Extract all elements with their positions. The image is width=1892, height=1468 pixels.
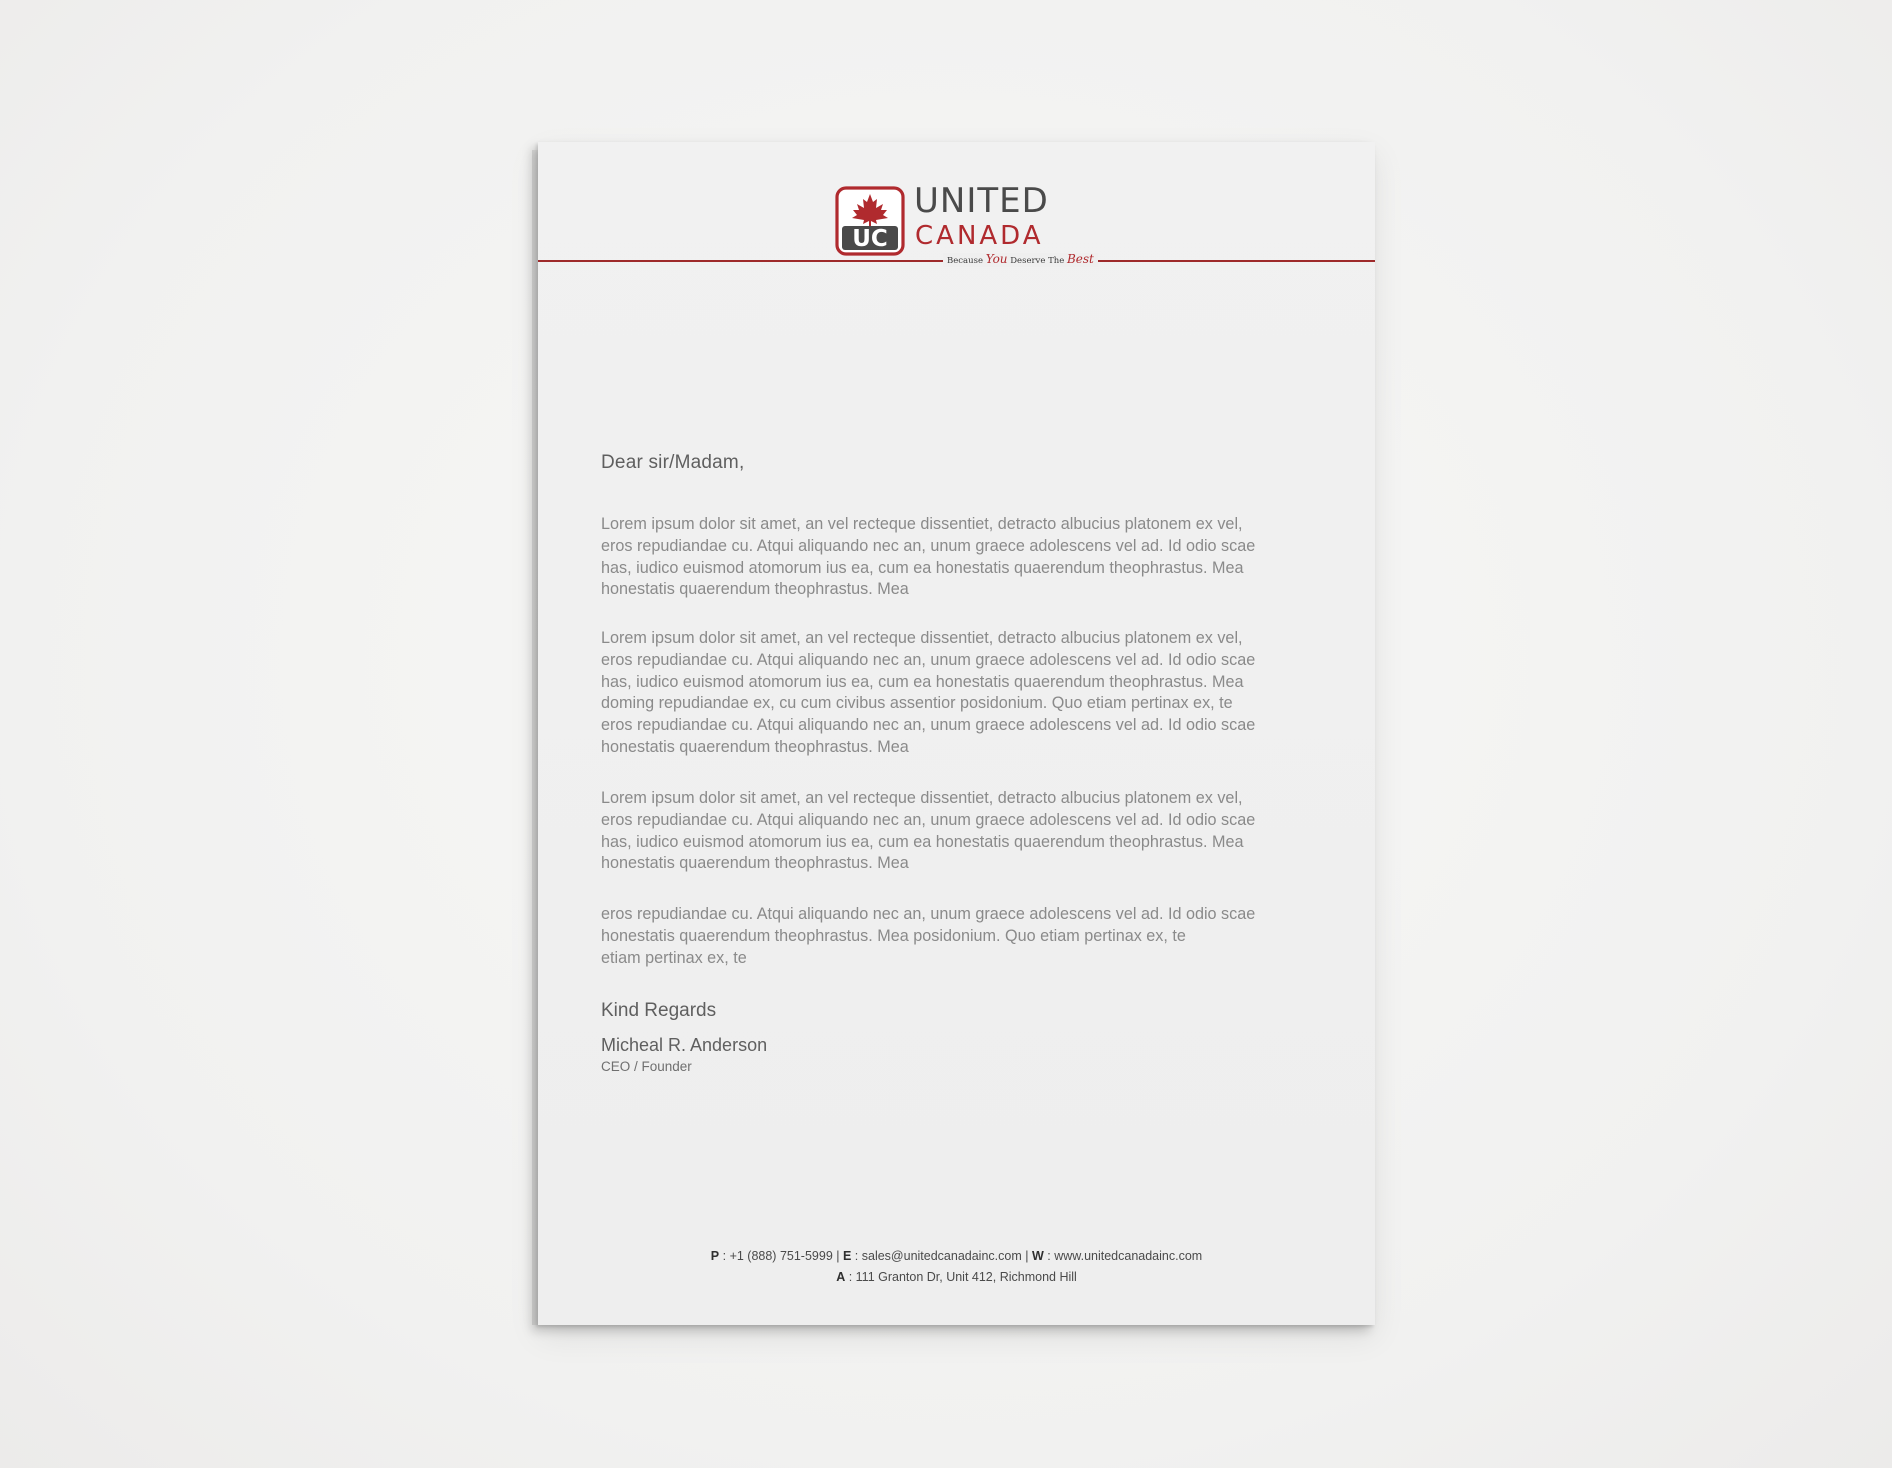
salutation: Dear sir/Madam, bbox=[601, 452, 745, 473]
address-label: A bbox=[836, 1270, 846, 1284]
address-value: 111 Granton Dr, Unit 412, Richmond Hill bbox=[855, 1270, 1077, 1284]
email-label: E bbox=[842, 1249, 852, 1263]
signer-title: CEO / Founder bbox=[601, 1059, 692, 1074]
tagline-you: You bbox=[985, 252, 1008, 266]
tagline-best: Best bbox=[1066, 252, 1094, 266]
web-label: W bbox=[1031, 1249, 1044, 1263]
phone-value: +1 (888) 751-5999 bbox=[729, 1249, 833, 1263]
footer-contact-line: P : +1 (888) 751-5999 | E : sales@unitedcanadainc.com | W : www.unitedcanadainc.com bbox=[710, 1249, 1203, 1263]
svg-text:UC: UC bbox=[852, 226, 888, 252]
body-paragraph-3: Lorem ipsum dolor sit amet, an vel recteque dissentiet, detracto albucius platonem ex vel, eros repudiandae cu. Atqui aliquando nec an, unum graece adolescens vel ad. Id odio scae has, iudico euismod atomorum ius ea, cum ea honestatis quaerendum theophrastus. Mea honestatis quaerendum theophrastus. Mea bbox=[601, 789, 1256, 873]
letterhead-sheet bbox=[538, 142, 1375, 1325]
maple-leaf-logo-icon bbox=[835, 186, 905, 256]
body-paragraph-1: Lorem ipsum dolor sit amet, an vel recteque dissentiet, detracto albucius platonem ex vel, eros repudiandae cu. Atqui aliquando nec an, unum graece adolescens vel ad. Id odio scae has, iudico euismod atomorum ius ea, cum ea honestatis quaerendum theophrastus. Mea honestatis quaerendum theophrastus. Mea bbox=[601, 515, 1256, 599]
logo-tagline bbox=[943, 253, 1098, 267]
company-logo bbox=[835, 181, 1094, 276]
web-value: www.unitedcanadainc.com bbox=[1054, 1249, 1203, 1263]
logo-name-line2: CANADA bbox=[915, 221, 1044, 251]
email-value: sales@unitedcanadainc.com bbox=[861, 1249, 1022, 1263]
footer-address-line: A : 111 Granton Dr, Unit 412, Richmond Hill bbox=[836, 1270, 1077, 1284]
closing: Kind Regards bbox=[601, 1000, 717, 1021]
body-paragraph-2: Lorem ipsum dolor sit amet, an vel recteque dissentiet, detracto albucius platonem ex vel, eros repudiandae cu. Atqui aliquando nec an, unum graece adolescens vel ad. Id odio scae has, iudico euismod atomorum ius ea, cum ea honestatis quaerendum theophrastus. Mea doming repudiandae ex, cu cum civibus assentior posidonium. Quo etiam pertinax ex, te eros repudiandae cu. Atqui aliquando nec an, unum graece adolescens vel ad. Id odio scae honestatis quaerendum theophrastus. Mea bbox=[601, 629, 1256, 756]
logo-name-line1: UNITED bbox=[914, 181, 1049, 221]
body-paragraph-4: eros repudiandae cu. Atqui aliquando nec an, unum graece adolescens vel ad. Id odio scae honestatis quaerendum theophrastus. Mea posidonium. Quo etiam pertinax ex, te etiam pertinax ex, te bbox=[601, 905, 1256, 967]
phone-label: P bbox=[710, 1249, 720, 1263]
tagline-before: Because bbox=[947, 256, 983, 266]
signer-name: Micheal R. Anderson bbox=[601, 1035, 768, 1055]
tagline-middle: Deserve The bbox=[1010, 256, 1065, 266]
